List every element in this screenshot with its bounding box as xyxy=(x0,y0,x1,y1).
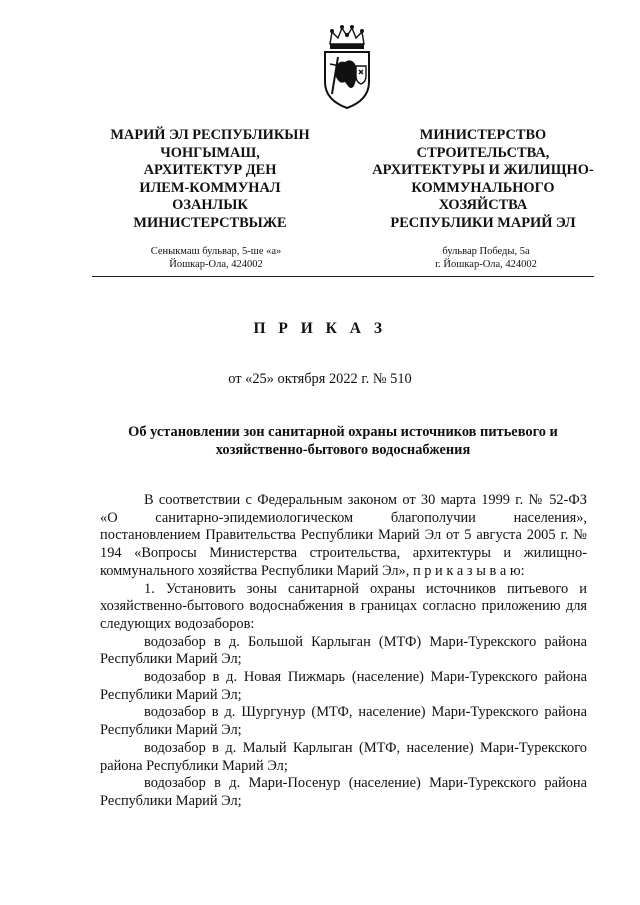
address-russian xyxy=(390,246,582,271)
body-paragraph: В соответствии с Федеральным законом от 30 марта 1999 г. № 52-ФЗ «О санитарно-эпидемиологическом благополучии населения», постановлением Правительства Республики Марий Эл от 5 августа 2005 г. № 194 «Вопросы Министерства строительства, архитектуры и жилищно-коммунального хозяйства Республики Марий Эл», п р и к а з ы в а ю: xyxy=(100,492,587,579)
ministry-name-line: КОММУНАЛЬНОГО xyxy=(411,179,555,196)
ministry-name-line: РЕСПУБЛИКИ МАРИЙ ЭЛ xyxy=(390,214,576,231)
document-title: П Р И К А З xyxy=(253,320,387,337)
ministry-name-line: ХОЗЯЙСТВА xyxy=(438,197,528,214)
header-divider xyxy=(92,276,594,277)
ministry-name-line: СТРОИТЕЛЬСТВА, xyxy=(416,144,550,161)
address-line: г. Йошкар-Ола, 424002 xyxy=(435,258,537,270)
list-item: водозабор в д. Шургунур (МТФ, население) Мари-Турекского района Республики Марий Эл; xyxy=(100,704,587,739)
list-item: водозабор в д. Малый Карлыган (МТФ, население) Мари-Турекского района Республики Марий Эл; xyxy=(100,739,587,774)
list-item: водозабор в д. Большой Карлыган (МТФ) Мари-Турекского района Республики Марий Эл; xyxy=(100,633,587,668)
document-body xyxy=(100,492,587,811)
list-item: водозабор в д. Мари-Посенур (население) Мари-Турекского района Республики Марий Эл; xyxy=(100,775,587,809)
ministry-name-line: ОЗАНЛЫК xyxy=(172,197,248,214)
ministry-name-line: АРХИТЕКТУРЫ И ЖИЛИЩНО- xyxy=(372,162,594,179)
ministry-name-line: ИЛЕМ-КОММУНАЛ xyxy=(139,179,281,196)
coat-of-arms-icon xyxy=(318,24,376,110)
ministry-name-line: МИНИСТЕРСТВО xyxy=(419,127,547,143)
document-dateline: от «25» октября 2022 г. № 510 xyxy=(228,371,412,387)
ministry-name-line: АРХИТЕКТУР ДЕН xyxy=(143,162,277,179)
address-line: бульвар Победы, 5а xyxy=(442,246,530,257)
document-subject: Об установлении зон санитарной охраны источников питьевого и хозяйственно-бытового водоснабжения xyxy=(128,424,558,458)
address-line: Сеныкмаш бульвар, 5-ше «а» xyxy=(150,246,282,257)
body-paragraph: 1. Установить зоны санитарной охраны источников питьевого и хозяйственно-бытового водоснабжения в границах согласно приложению для следующих водозаборов: xyxy=(100,580,587,632)
ministry-name-line: ЧОНГЫМАШ, xyxy=(160,144,260,161)
list-item: водозабор в д. Новая Пижмарь (население) Мари-Турекского района Республики Марий Эл; xyxy=(100,669,587,703)
ministry-name-line: МАРИЙ ЭЛ РЕСПУБЛИКЫН xyxy=(110,127,310,143)
address-line: Йошкар-Ола, 424002 xyxy=(169,258,263,270)
ministry-name-mari xyxy=(92,127,328,233)
address-mari xyxy=(118,246,314,271)
ministry-name-line: МИНИСТЕРСТВЫЖЕ xyxy=(133,214,287,231)
ministry-name-russian xyxy=(352,127,614,233)
